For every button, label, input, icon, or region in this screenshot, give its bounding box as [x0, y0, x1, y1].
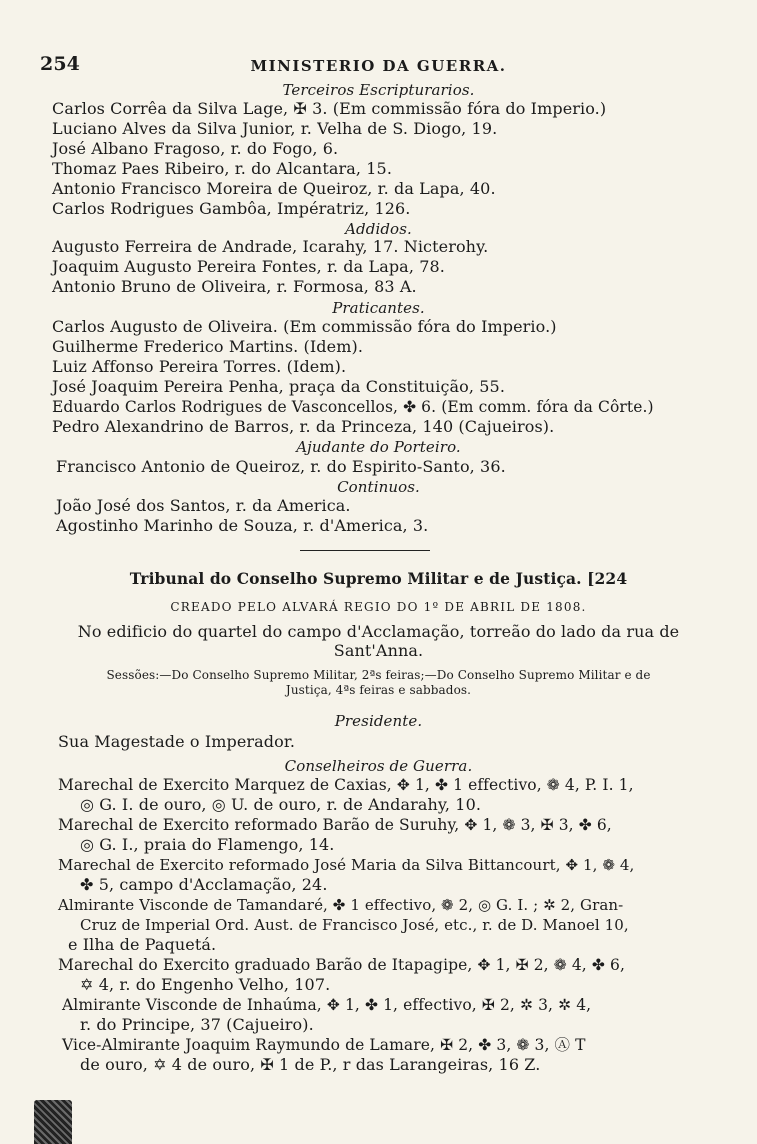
list-item: Eduardo Carlos Rodrigues de Vasconcellos, ✤ 6. (Em comm. fóra da Côrte.) — [52, 398, 654, 416]
list-item: Luciano Alves da Silva Junior, r. Velha de S. Diogo, 19. — [52, 119, 498, 138]
list-item: ✡ 4, r. do Engenho Velho, 107. — [80, 975, 331, 994]
tribunal-created: CREADO PELO ALVARÁ REGIO DO 1º DE ABRIL DE 1808. — [170, 600, 587, 614]
section-divider — [300, 550, 430, 551]
list-item: ◎ G. I., praia do Flamengo, 14. — [80, 835, 335, 854]
tribunal-location-cont: Sant'Anna. — [333, 641, 424, 660]
list-item: Agostinho Marinho de Souza, r. d'America, 3. — [56, 516, 429, 535]
list-item: José Joaquim Pereira Penha, praça da Constituição, 55. — [52, 377, 506, 396]
list-item: Marechal de Exercito reformado Barão de Suruhy, ✥ 1, ❁ 3, ✠ 3, ✤ 6, — [58, 816, 612, 834]
list-item: Thomaz Paes Ribeiro, r. do Alcantara, 15. — [52, 159, 393, 178]
list-item: Marechal de Exercito reformado José Maria da Silva Bittancourt, ✥ 1, ❁ 4, — [58, 856, 635, 874]
list-item: Almirante Visconde de Inhaúma, ✥ 1, ✤ 1, effectivo, ✠ 2, ✲ 3, ✲ 4, — [62, 996, 592, 1014]
list-item: Guilherme Frederico Martins. (Idem). — [52, 337, 364, 356]
section-heading-terceiros: Terceiros Escripturarios. — [282, 81, 475, 99]
running-title: MINISTERIO DA GUERRA. — [250, 57, 507, 75]
section-heading-presidente: Presidente. — [334, 712, 423, 730]
section-heading-continuos: Continuos. — [337, 478, 420, 496]
list-item: ✤ 5, campo d'Acclamação, 24. — [80, 875, 328, 894]
list-item: Antonio Bruno de Oliveira, r. Formosa, 83 A. — [52, 277, 417, 296]
tribunal-sessions: Sessões:—Do Conselho Supremo Militar, 2ªs feiras;—Do Conselho Supremo Militar e de — [106, 668, 651, 682]
list-item: Marechal de Exercito Marquez de Caxias, ✥ 1, ✤ 1 effectivo, ❁ 4, P. I. 1, — [58, 776, 634, 794]
list-item: Cruz de Imperial Ord. Aust. de Francisco José, etc., r. de D. Manoel 10, — [80, 916, 629, 934]
section-heading-addidos: Addidos. — [345, 220, 412, 238]
list-item: Vice-Almirante Joaquim Raymundo de Lamare, ✠ 2, ✤ 3, ❁ 3, Ⓐ T — [62, 1036, 586, 1054]
tribunal-location: No edificio do quartel do campo d'Acclamação, torreão do lado da rua de — [77, 622, 680, 641]
list-item: Antonio Francisco Moreira de Queiroz, r. da Lapa, 40. — [52, 179, 496, 198]
list-item: r. do Principe, 37 (Cajueiro). — [80, 1015, 314, 1034]
list-item: Luiz Affonso Pereira Torres. (Idem). — [52, 357, 347, 376]
library-stamp — [34, 1100, 72, 1144]
section-heading-conselheiros: Conselheiros de Guerra. — [284, 757, 473, 775]
list-item: Carlos Rodrigues Gambôa, Impératriz, 126. — [52, 199, 411, 218]
page-number: 254 — [40, 53, 80, 75]
tribunal-title: Tribunal do Conselho Supremo Militar e de Justiça. [224 — [129, 569, 628, 588]
list-item: Augusto Ferreira de Andrade, Icarahy, 17. Nicterohy. — [52, 237, 489, 256]
list-item: João José dos Santos, r. da America. — [56, 496, 351, 515]
list-item: Almirante Visconde de Tamandaré, ✤ 1 effectivo, ❁ 2, ◎ G. I. ; ✲ 2, Gran- — [58, 896, 624, 914]
list-item: de ouro, ✡ 4 de ouro, ✠ 1 de P., r das Larangeiras, 16 Z. — [80, 1055, 541, 1074]
list-item: Sua Magestade o Imperador. — [58, 732, 296, 751]
list-item: Francisco Antonio de Queiroz, r. do Espirito-Santo, 36. — [56, 457, 506, 476]
section-heading-ajudante: Ajudante do Porteiro. — [296, 438, 461, 456]
list-item: e Ilha de Paquetá. — [68, 935, 217, 954]
list-item: ◎ G. I. de ouro, ◎ U. de ouro, r. de Andarahy, 10. — [80, 795, 482, 814]
section-heading-praticantes: Praticantes. — [332, 299, 425, 317]
list-item: Pedro Alexandrino de Barros, r. da Princeza, 140 (Cajueiros). — [52, 417, 555, 436]
list-item: Marechal do Exercito graduado Barão de Itapagipe, ✥ 1, ✠ 2, ❁ 4, ✤ 6, — [58, 956, 625, 974]
list-item: Carlos Augusto de Oliveira. (Em commissão fóra do Imperio.) — [52, 317, 557, 336]
list-item: José Albano Fragoso, r. do Fogo, 6. — [52, 139, 339, 158]
list-item: Carlos Corrêa da Silva Lage, ✠ 3. (Em commissão fóra do Imperio.) — [52, 99, 607, 118]
list-item: Joaquim Augusto Pereira Fontes, r. da Lapa, 78. — [52, 257, 445, 276]
tribunal-sessions-cont: Justiça, 4ªs feiras e sabbados. — [285, 683, 472, 697]
